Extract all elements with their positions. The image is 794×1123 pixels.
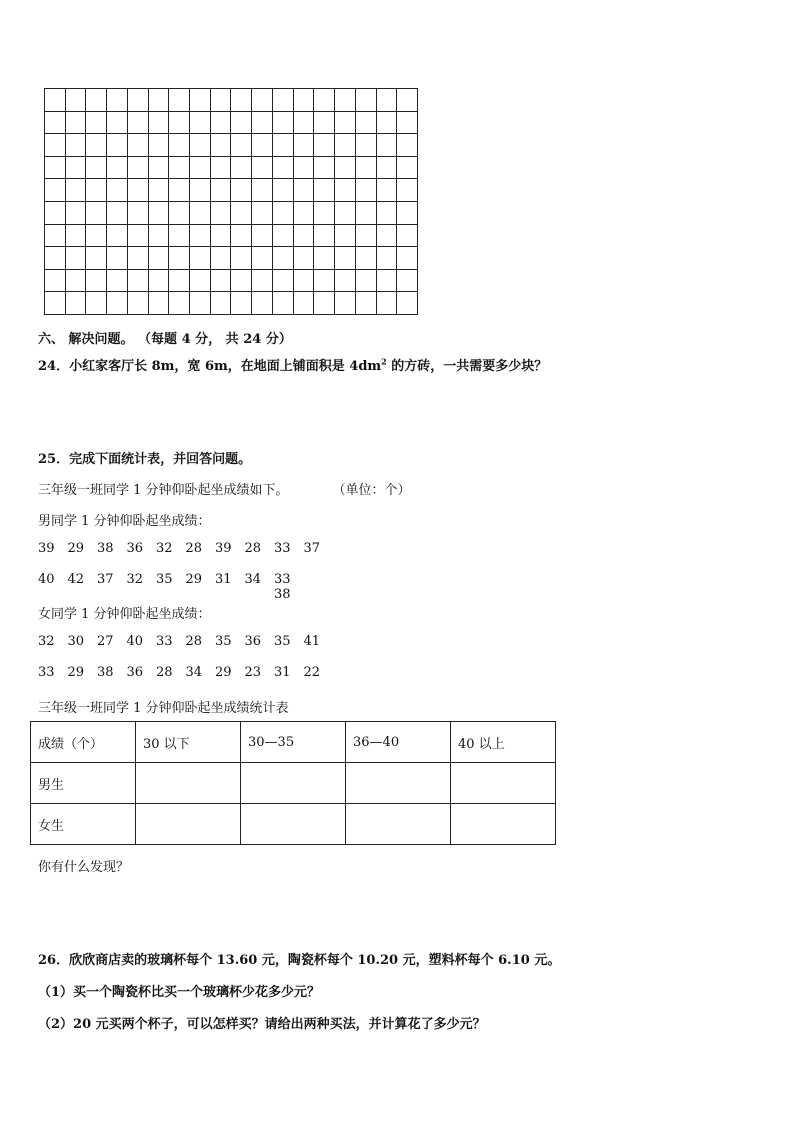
question-24-text: 24．小红家客厅长 8m，宽 6m，在地面上铺面积是 4dm xyxy=(38,359,382,374)
grid-cell xyxy=(169,270,190,293)
intro-text: 三年级一班同学 1 分钟仰卧起坐成绩如下。 xyxy=(38,483,289,498)
answer-cell[interactable] xyxy=(136,804,241,845)
grid-cell xyxy=(314,202,335,225)
grid-cell xyxy=(231,89,252,112)
header-cell: 40 以上 xyxy=(451,722,556,763)
girls-scores-row-2 xyxy=(38,665,333,680)
answer-cell[interactable] xyxy=(346,763,451,804)
grid-cell xyxy=(169,247,190,270)
grid-cell xyxy=(356,157,377,180)
grid-cell xyxy=(356,270,377,293)
grid-cell xyxy=(149,225,170,248)
grid-cell xyxy=(107,292,128,315)
table-row-boys xyxy=(31,763,556,804)
grid-cell xyxy=(314,134,335,157)
table-row-girls xyxy=(31,804,556,845)
grid-cell xyxy=(45,202,66,225)
grid-cell xyxy=(211,157,232,180)
girls-scores-row-1 xyxy=(38,634,333,649)
grid-cell xyxy=(211,292,232,315)
score-value: 36 xyxy=(126,665,144,680)
grid-cell xyxy=(231,270,252,293)
score-value: 28 xyxy=(156,665,173,680)
score-value: 33 xyxy=(38,665,55,680)
grid-cell xyxy=(397,179,418,202)
score-value: 32 xyxy=(156,541,173,556)
grid-cell xyxy=(169,134,190,157)
answer-cell[interactable] xyxy=(136,763,241,804)
score-value: 22 xyxy=(303,665,321,680)
score-value: 34 xyxy=(244,572,262,587)
grid-cell xyxy=(128,157,149,180)
score-value: 36 xyxy=(126,541,144,556)
header-cell: 30 以下 xyxy=(136,722,241,763)
score-value: 30 xyxy=(67,634,85,649)
grid-cell xyxy=(314,247,335,270)
grid-cell xyxy=(377,89,398,112)
grid-cell xyxy=(128,292,149,315)
grid-cell xyxy=(149,247,170,270)
grid-cell xyxy=(107,225,128,248)
grid-cell xyxy=(397,202,418,225)
grid-cell xyxy=(45,179,66,202)
grid-cell xyxy=(252,179,273,202)
grid-cell xyxy=(169,89,190,112)
grid-cell xyxy=(294,225,315,248)
grid-cell xyxy=(252,157,273,180)
score-value: 35 xyxy=(274,634,291,649)
grid-cell xyxy=(86,112,107,135)
score-value: 38 xyxy=(97,541,114,556)
grid-cell xyxy=(190,202,211,225)
grid-cell xyxy=(314,112,335,135)
grid-cell xyxy=(356,179,377,202)
grid-cell xyxy=(231,225,252,248)
grid-cell xyxy=(252,270,273,293)
grid-cell xyxy=(314,270,335,293)
grid-cell xyxy=(86,225,107,248)
grid-cell xyxy=(356,292,377,315)
grid-cell xyxy=(107,134,128,157)
grid-cell xyxy=(66,270,87,293)
answer-cell[interactable] xyxy=(346,804,451,845)
grid-cell xyxy=(231,134,252,157)
grid-cell xyxy=(86,247,107,270)
grid-cell xyxy=(273,89,294,112)
grid-cell xyxy=(273,157,294,180)
grid-cell xyxy=(294,157,315,180)
grid-cell xyxy=(211,270,232,293)
grid-cell xyxy=(45,225,66,248)
score-value: 28 xyxy=(185,541,203,556)
grid-cell xyxy=(397,225,418,248)
boys-scores-row-2 xyxy=(38,572,304,602)
grid-cell xyxy=(66,247,87,270)
grid-cell xyxy=(231,202,252,225)
grid-cell xyxy=(335,292,356,315)
grid-cell xyxy=(377,112,398,135)
table-header-row xyxy=(31,722,556,763)
grid-cell xyxy=(377,247,398,270)
score-value: 35 xyxy=(215,634,232,649)
answer-cell[interactable] xyxy=(451,763,556,804)
grid-cell xyxy=(86,89,107,112)
grid-cell xyxy=(252,89,273,112)
grid-cell xyxy=(397,247,418,270)
score-value: 32 xyxy=(38,634,55,649)
score-value: 37 xyxy=(97,572,114,587)
score-value: 39 xyxy=(38,541,55,556)
grid-cell xyxy=(356,134,377,157)
grid-cell xyxy=(149,292,170,315)
grid-cell xyxy=(169,112,190,135)
grid-cell xyxy=(128,202,149,225)
grid-cell xyxy=(190,292,211,315)
unit-text: （单位：个） xyxy=(332,483,411,498)
boys-label: 男同学 1 分钟仰卧起坐成绩： xyxy=(38,514,211,529)
question-26: 26．欣欣商店卖的玻璃杯每个 13.60 元，陶瓷杯每个 10.20 元，塑料杯每个 6.10 元。 xyxy=(38,953,561,968)
grid-cell xyxy=(335,157,356,180)
grid-cell xyxy=(397,157,418,180)
girls-label: 女同学 1 分钟仰卧起坐成绩： xyxy=(38,607,211,622)
grid-cell xyxy=(273,270,294,293)
score-value: 33 38 xyxy=(274,572,291,602)
grid-cell xyxy=(356,89,377,112)
grid-cell xyxy=(149,157,170,180)
grid-cell xyxy=(86,157,107,180)
grid-cell xyxy=(211,225,232,248)
grid-cell xyxy=(356,247,377,270)
grid-cell xyxy=(190,270,211,293)
grid-cell xyxy=(231,247,252,270)
grid-cell xyxy=(66,225,87,248)
score-value: 32 xyxy=(126,572,144,587)
grid-cell xyxy=(377,157,398,180)
grid-cell xyxy=(128,134,149,157)
grid-cell xyxy=(252,202,273,225)
score-value: 29 xyxy=(67,665,85,680)
grid-cell xyxy=(356,225,377,248)
grid-cell xyxy=(397,89,418,112)
grid-cell xyxy=(45,112,66,135)
grid-cell xyxy=(169,225,190,248)
grid-cell xyxy=(294,89,315,112)
row-label: 女生 xyxy=(31,804,136,845)
grid-cell xyxy=(377,270,398,293)
score-value: 35 xyxy=(156,572,173,587)
grid-cell xyxy=(45,89,66,112)
score-value: 34 xyxy=(185,665,203,680)
grid-cell xyxy=(273,292,294,315)
question-25-title: 25．完成下面统计表，并回答问题。 xyxy=(38,452,252,467)
stat-table xyxy=(30,721,556,845)
score-value: 39 xyxy=(215,541,232,556)
grid-cell xyxy=(211,179,232,202)
grid-cell xyxy=(190,247,211,270)
header-cell: 成绩（个） xyxy=(31,722,136,763)
score-value: 33 xyxy=(156,634,173,649)
grid-cell xyxy=(397,134,418,157)
grid-cell xyxy=(314,225,335,248)
score-value: 31 xyxy=(274,665,291,680)
grid-cell xyxy=(252,225,273,248)
grid-cell xyxy=(211,247,232,270)
grid-cell xyxy=(397,292,418,315)
grid-cell xyxy=(273,225,294,248)
score-value: 33 xyxy=(274,541,291,556)
grid-cell xyxy=(273,247,294,270)
grid-cell xyxy=(190,157,211,180)
grid-cell xyxy=(294,292,315,315)
grid-cell xyxy=(231,157,252,180)
score-value: 29 xyxy=(185,572,203,587)
score-value: 23 xyxy=(244,665,262,680)
grid-cell xyxy=(231,179,252,202)
grid-cell xyxy=(66,89,87,112)
squared-grid xyxy=(44,88,418,315)
grid-cell xyxy=(107,270,128,293)
superscript: 2 xyxy=(381,356,387,367)
boys-scores-row-1 xyxy=(38,541,333,556)
score-value: 37 xyxy=(303,541,321,556)
grid-cell xyxy=(314,89,335,112)
question-26-sub-2: （2）20 元买两个杯子，可以怎样买？请给出两种买法，并计算花了多少元？ xyxy=(38,1017,486,1032)
grid-cell xyxy=(107,247,128,270)
grid-cell xyxy=(86,202,107,225)
grid-cell xyxy=(86,270,107,293)
grid-cell xyxy=(211,89,232,112)
grid-cell xyxy=(397,112,418,135)
question-24 xyxy=(38,355,547,374)
grid-cell xyxy=(335,247,356,270)
grid-cell xyxy=(314,157,335,180)
grid-cell xyxy=(231,112,252,135)
grid-cell xyxy=(66,202,87,225)
grid-cell xyxy=(149,134,170,157)
grid-cell xyxy=(273,202,294,225)
grid-cell xyxy=(377,179,398,202)
grid-cell xyxy=(335,270,356,293)
grid-cell xyxy=(66,112,87,135)
grid-cell xyxy=(128,270,149,293)
grid-cell xyxy=(294,202,315,225)
grid-cell xyxy=(211,134,232,157)
grid-cell xyxy=(335,134,356,157)
grid-cell xyxy=(252,112,273,135)
score-value: 38 xyxy=(97,665,114,680)
grid-cell xyxy=(294,179,315,202)
grid-cell xyxy=(294,112,315,135)
table-title: 三年级一班同学 1 分钟仰卧起坐成绩统计表 xyxy=(38,701,289,716)
grid-cell xyxy=(45,134,66,157)
grid-cell xyxy=(273,134,294,157)
answer-cell[interactable] xyxy=(241,763,346,804)
grid-cell xyxy=(190,112,211,135)
header-cell: 36—40 xyxy=(346,722,451,763)
grid-cell xyxy=(397,270,418,293)
grid-cell xyxy=(66,292,87,315)
grid-cell xyxy=(128,179,149,202)
grid-cell xyxy=(377,134,398,157)
grid-cell xyxy=(273,179,294,202)
grid-cell xyxy=(128,89,149,112)
grid-cell xyxy=(149,89,170,112)
grid-cell xyxy=(128,225,149,248)
grid-cell xyxy=(314,179,335,202)
grid-cell xyxy=(335,225,356,248)
grid-cell xyxy=(335,112,356,135)
grid-cell xyxy=(66,157,87,180)
row-label: 男生 xyxy=(31,763,136,804)
grid-cell xyxy=(128,247,149,270)
question-26-sub-1: （1）买一个陶瓷杯比买一个玻璃杯少花多少元？ xyxy=(38,985,321,1000)
grid-cell xyxy=(211,202,232,225)
grid-cell xyxy=(45,270,66,293)
score-value: 27 xyxy=(97,634,114,649)
question-25-intro xyxy=(38,479,411,498)
grid-cell xyxy=(169,292,190,315)
grid-cell xyxy=(211,112,232,135)
grid-cell xyxy=(190,89,211,112)
score-value: 31 xyxy=(215,572,232,587)
grid-cell xyxy=(107,179,128,202)
grid-cell xyxy=(335,202,356,225)
grid-cell xyxy=(66,134,87,157)
score-value: 29 xyxy=(67,541,85,556)
grid-cell xyxy=(149,202,170,225)
score-value: 28 xyxy=(185,634,203,649)
grid-cell xyxy=(356,202,377,225)
grid-cell xyxy=(86,134,107,157)
grid-cell xyxy=(107,157,128,180)
grid-cell xyxy=(86,292,107,315)
grid-cell xyxy=(149,270,170,293)
answer-cell[interactable] xyxy=(241,804,346,845)
grid-cell xyxy=(169,179,190,202)
score-value: 29 xyxy=(215,665,232,680)
grid-cell xyxy=(294,247,315,270)
grid-cell xyxy=(294,134,315,157)
grid-cell xyxy=(66,179,87,202)
grid-cell xyxy=(45,292,66,315)
grid-cell xyxy=(252,292,273,315)
grid-cell xyxy=(149,112,170,135)
score-value: 40 xyxy=(38,572,55,587)
grid-cell xyxy=(190,225,211,248)
grid-cell xyxy=(252,247,273,270)
answer-cell[interactable] xyxy=(451,804,556,845)
grid-cell xyxy=(169,157,190,180)
score-value: 36 xyxy=(244,634,262,649)
score-value: 42 xyxy=(67,572,85,587)
score-value: 40 xyxy=(126,634,144,649)
grid-cell xyxy=(107,89,128,112)
section-six-heading: 六、 解决问题。 （每题 4 分， 共 24 分） xyxy=(38,332,292,347)
grid-cell xyxy=(356,112,377,135)
grid-cell xyxy=(377,202,398,225)
grid-cell xyxy=(190,179,211,202)
question-24-text-end: 的方砖，一共需要多少块？ xyxy=(386,359,548,374)
grid-cell xyxy=(314,292,335,315)
grid-cell xyxy=(107,112,128,135)
grid-cell xyxy=(107,202,128,225)
grid-cell xyxy=(45,157,66,180)
grid-cell xyxy=(45,247,66,270)
score-value: 28 xyxy=(244,541,262,556)
question-25-discovery: 你有什么发现？ xyxy=(38,860,130,875)
header-cell: 30—35 xyxy=(241,722,346,763)
grid-cell xyxy=(169,202,190,225)
grid-cell xyxy=(190,134,211,157)
grid-cell xyxy=(149,179,170,202)
grid-cell xyxy=(86,179,107,202)
score-value: 41 xyxy=(303,634,321,649)
grid-cell xyxy=(335,89,356,112)
grid-cell xyxy=(377,292,398,315)
grid-cell xyxy=(231,292,252,315)
grid-cell xyxy=(335,179,356,202)
grid-cell xyxy=(377,225,398,248)
grid-cell xyxy=(252,134,273,157)
grid-cell xyxy=(294,270,315,293)
grid-cell xyxy=(128,112,149,135)
grid-cell xyxy=(273,112,294,135)
